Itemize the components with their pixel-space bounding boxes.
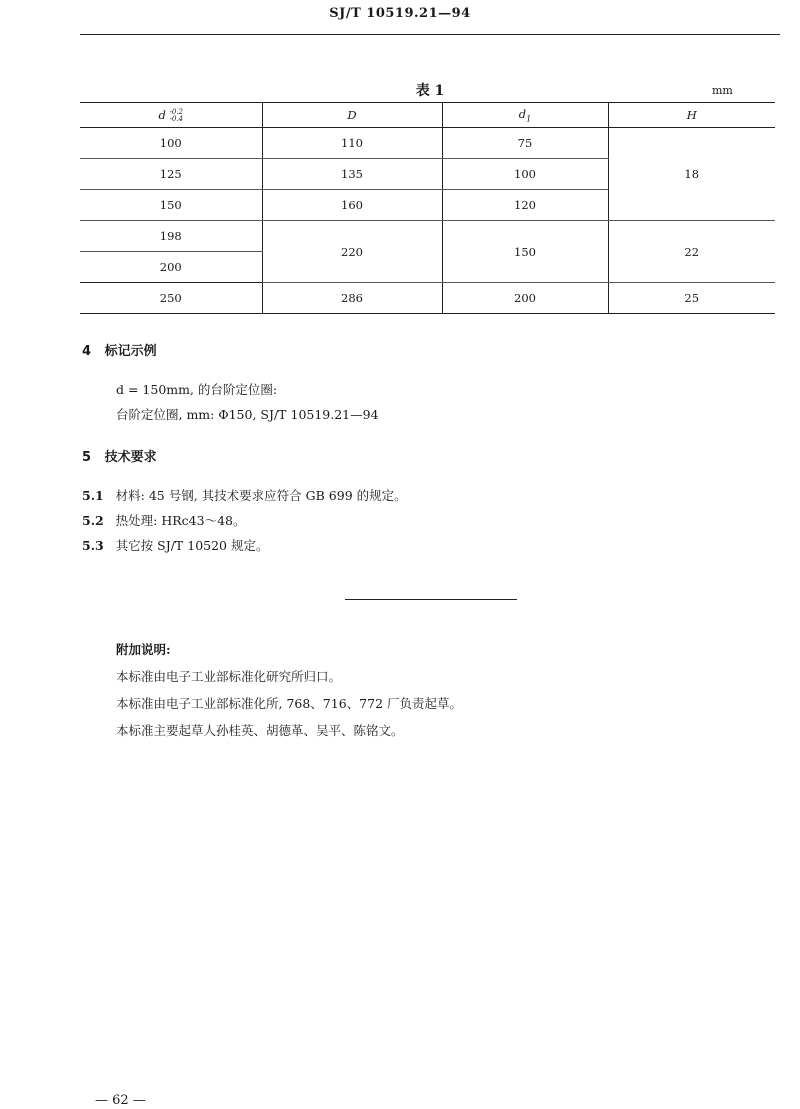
item-number: 5.2 xyxy=(82,513,104,528)
header-d: d -0.2 -0.4 xyxy=(80,103,262,128)
cell-d: 100 xyxy=(80,128,262,159)
document-code-header: SJ/T 10519.21—94 xyxy=(329,6,471,21)
requirement-item xyxy=(82,486,407,504)
cell-d1: 120 xyxy=(442,190,608,221)
cell-d: 250 xyxy=(80,283,262,314)
dimension-table xyxy=(80,102,775,314)
table-unit: mm xyxy=(712,84,733,97)
marking-example-line-1: d = 150mm, 的台阶定位圈: xyxy=(116,382,278,397)
item-number: 5.1 xyxy=(82,488,104,503)
cell-D: 160 xyxy=(262,190,442,221)
notes-line: 本标准主要起草人孙桂英、胡德革、吴平、陈铭文。 xyxy=(116,723,404,738)
notes-line: 本标准由电子工业部标准化所, 768、716、772 厂负责起草。 xyxy=(116,696,462,711)
cell-D: 286 xyxy=(262,283,442,314)
item-text: 其它按 SJ/T 10520 规定。 xyxy=(115,538,269,553)
cell-d: 150 xyxy=(80,190,262,221)
cell-d: 125 xyxy=(80,159,262,190)
cell-d: 198 xyxy=(80,221,262,252)
cell-d1-merged: 150 xyxy=(442,221,608,283)
header-rule xyxy=(80,34,780,35)
requirement-item xyxy=(82,536,268,554)
cell-D: 110 xyxy=(262,128,442,159)
table-row xyxy=(80,128,775,159)
cell-H-merged: 22 xyxy=(608,221,775,283)
section-5-heading: 5 技术要求 xyxy=(82,450,157,465)
page-number: — 62 — xyxy=(95,1093,146,1108)
table-row xyxy=(80,283,775,314)
table-row xyxy=(80,221,775,252)
table-header-row xyxy=(80,103,775,128)
header-d1: $d_1$ xyxy=(442,103,608,128)
cell-D-merged: 220 xyxy=(262,221,442,283)
cell-D: 135 xyxy=(262,159,442,190)
item-number: 5.3 xyxy=(82,538,104,553)
item-text: 热处理: HRc43～48。 xyxy=(115,513,246,528)
cell-d: 200 xyxy=(159,260,182,274)
marking-example-line-2: 台阶定位圈, mm: Φ150, SJ/T 10519.21—94 xyxy=(116,407,379,422)
header-D: D xyxy=(262,103,442,128)
requirement-item xyxy=(82,511,245,529)
d-tolerance: -0.2 -0.4 xyxy=(169,107,184,123)
cell-d1: 75 xyxy=(442,128,608,159)
notes-line: 本标准由电子工业部标准化研究所归口。 xyxy=(116,669,342,684)
header-H: H xyxy=(608,103,775,128)
notes-title: 附加说明: xyxy=(116,642,171,657)
section-4-heading: 4 标记示例 xyxy=(82,344,157,359)
cell-H: 25 xyxy=(608,283,775,314)
cell-H-merged: 18 xyxy=(608,128,775,221)
cell-d1: 200 xyxy=(442,283,608,314)
item-text: 材料: 45 号钢, 其技术要求应符合 GB 699 的规定。 xyxy=(115,488,407,503)
end-rule xyxy=(345,599,517,600)
table-title: 表 1 xyxy=(415,83,445,99)
cell-d1: 100 xyxy=(442,159,608,190)
